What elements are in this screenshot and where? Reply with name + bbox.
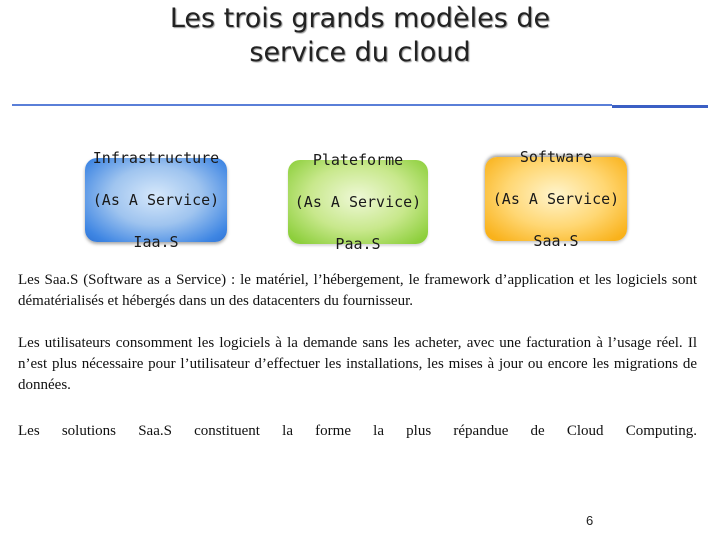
saas-abbr: Saa.S xyxy=(533,231,579,250)
iaas-box xyxy=(85,148,227,251)
saas-definition-paragraph: Les Saa.S (Software as a Service) : le matériel, l’hébergement, le framework d’application et les logiciels sont dématérialisés et hébergés dans un des datacenters du fournisseur. xyxy=(18,272,697,309)
saas-usage-paragraph: Les utilisateurs consomment les logiciels à la demande sans les acheter, avec une facturation à l’usage réel. Il n’est plus nécessaire pour l’utilisateur d’effectuer les installations, les mises à jour ou encore les migrations de données. xyxy=(18,335,697,393)
saas-box xyxy=(485,147,627,250)
paas-abbr: Paa.S xyxy=(335,234,381,253)
iaas-subtitle: (As A Service) xyxy=(92,190,220,209)
saas-conclusion-paragraph: Les solutions Saa.S constituent la forme la plus répandue de Cloud Computing. xyxy=(18,423,697,439)
title-divider xyxy=(12,104,612,106)
iaas-abbr: Iaa.S xyxy=(133,232,179,251)
slide-title-text: Les trois grands modèles de service du cloud xyxy=(169,3,551,68)
page-number: 6 xyxy=(586,513,594,528)
iaas-name: Infrastructure xyxy=(92,148,220,167)
paas-subtitle: (As A Service) xyxy=(294,192,422,211)
title-divider-accent xyxy=(612,105,708,108)
paas-box xyxy=(288,150,428,253)
slide-title xyxy=(0,2,720,70)
paas-name: Plateforme xyxy=(312,150,404,169)
saas-subtitle: (As A Service) xyxy=(492,189,620,208)
saas-name: Software xyxy=(519,147,593,166)
